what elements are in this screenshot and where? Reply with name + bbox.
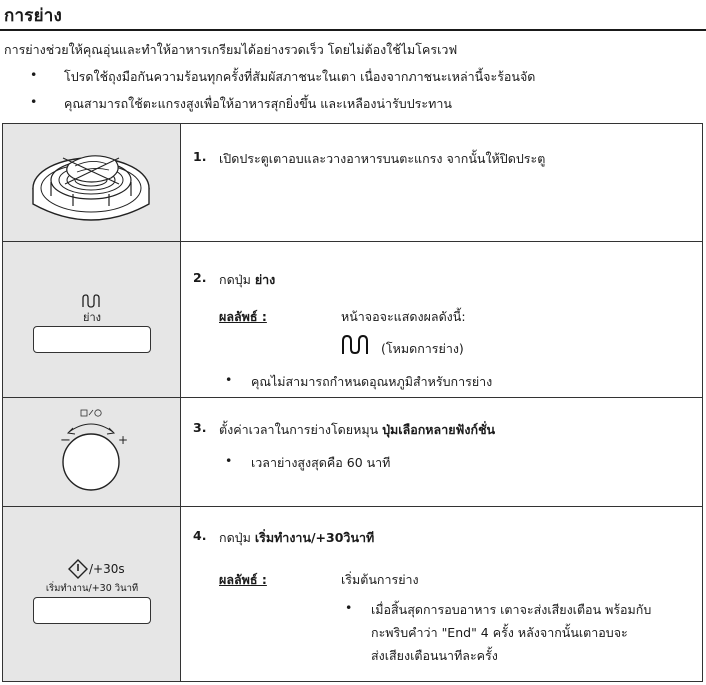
step-instruction: เปิดประตูเตาอบและวางอาหารบนตะแกรง จากนั้นให้ปิดประตู (219, 151, 546, 166)
grill-mode-icon (341, 335, 369, 355)
step-2-text (181, 242, 702, 397)
button-name: ย่าง (254, 272, 276, 287)
dial-minus: − (60, 433, 71, 448)
steps-table (2, 123, 703, 682)
step-row-1 (3, 124, 702, 242)
step-row-4 (3, 507, 702, 681)
bullet-mark: • (30, 94, 38, 109)
result-text: เริ่มต้นการย่าง (341, 572, 419, 587)
step-1-text (181, 124, 702, 241)
step-1-illustration (3, 124, 181, 241)
bullet-mark: • (30, 67, 38, 82)
step-number: 4. (193, 528, 207, 543)
step-4-text (181, 507, 702, 681)
grill-rack-turntable-icon (3, 124, 181, 242)
step-instruction: ตั้งค่าเวลาในการย่างโดยหมุน ปุ่มเลือกหลายฟังก์ชั่น (219, 422, 496, 437)
result-label: ผลลัพธ์ : (219, 309, 267, 324)
grill-button-label: ย่าง (83, 311, 101, 324)
start-button-symbol: /+30s (89, 562, 125, 576)
result-label: ผลลัพธ์ : (219, 572, 267, 587)
grill-symbol-icon (81, 294, 101, 308)
button-name: เริ่มทำงาน/+30วินาที (254, 530, 375, 545)
step-number: 1. (193, 149, 207, 164)
bullet-text: โปรดใช้ถุงมือกันความร้อนทุกครั้งที่สัมผัสภาชนะในเตา เนื่องจากภาชนะเหล่านี้จะร้อนจัด (64, 69, 536, 84)
step-number: 2. (193, 270, 207, 285)
start-button-label: เริ่มทำงาน/+30 วินาที (45, 583, 139, 594)
bullet-text: คุณสามารถใช้ตะแกรงสูงเพื่อให้อาหารสุกยิ่งขึ้น และเหลืองน่ารับประทาน (64, 96, 452, 111)
result-text: หน้าจอจะแสดงผลดังนี้: (341, 309, 466, 324)
display-mode-text: (โหมดการย่าง) (381, 341, 464, 356)
step-note-line: ส่งเสียงเตือนนาทีละครั้ง (371, 648, 498, 663)
bullet-mark: • (345, 600, 353, 615)
step-number: 3. (193, 420, 207, 435)
button-name: ปุ่มเลือกหลายฟังก์ชั่น (382, 422, 496, 437)
step-3-illustration (3, 398, 181, 506)
dial-plus: + (118, 433, 129, 447)
intro-text: การย่างช่วยให้คุณอุ่นและทำให้อาหารเกรียมได้อย่างรวดเร็ว โดยไม่ต้องใช้ไมโครเวฟ (4, 42, 458, 57)
bullet-mark: • (225, 372, 233, 387)
step-row-3 (3, 398, 702, 507)
start-button[interactable] (33, 597, 151, 624)
start-diamond-icon (68, 559, 88, 579)
step-4-illustration (3, 507, 181, 681)
bullet-mark: • (225, 453, 233, 468)
grill-button[interactable] (33, 326, 151, 353)
step-3-text (181, 398, 702, 506)
step-instruction: กดปุ่ม ย่าง (219, 272, 276, 287)
step-note: เวลาย่างสูงสุดคือ 60 นาที (251, 455, 391, 470)
title-rule (0, 29, 706, 31)
step-note-line: เมื่อสิ้นสุดการอบอาหาร เตาจะส่งเสียงเตือน พร้อมกับ (371, 602, 652, 617)
step-row-2 (3, 242, 702, 398)
multifunction-dial[interactable] (63, 434, 119, 490)
step-note-line: กะพริบคำว่า "End" 4 ครั้ง หลังจากนั้นเตาอบจะ (371, 625, 628, 640)
step-note: คุณไม่สามารถกำหนดอุณหภูมิสำหรับการย่าง (251, 374, 493, 389)
step-2-illustration (3, 242, 181, 397)
page-title: การย่าง (4, 6, 62, 26)
step-instruction: กดปุ่ม เริ่มทำงาน/+30วินาที (219, 530, 375, 545)
